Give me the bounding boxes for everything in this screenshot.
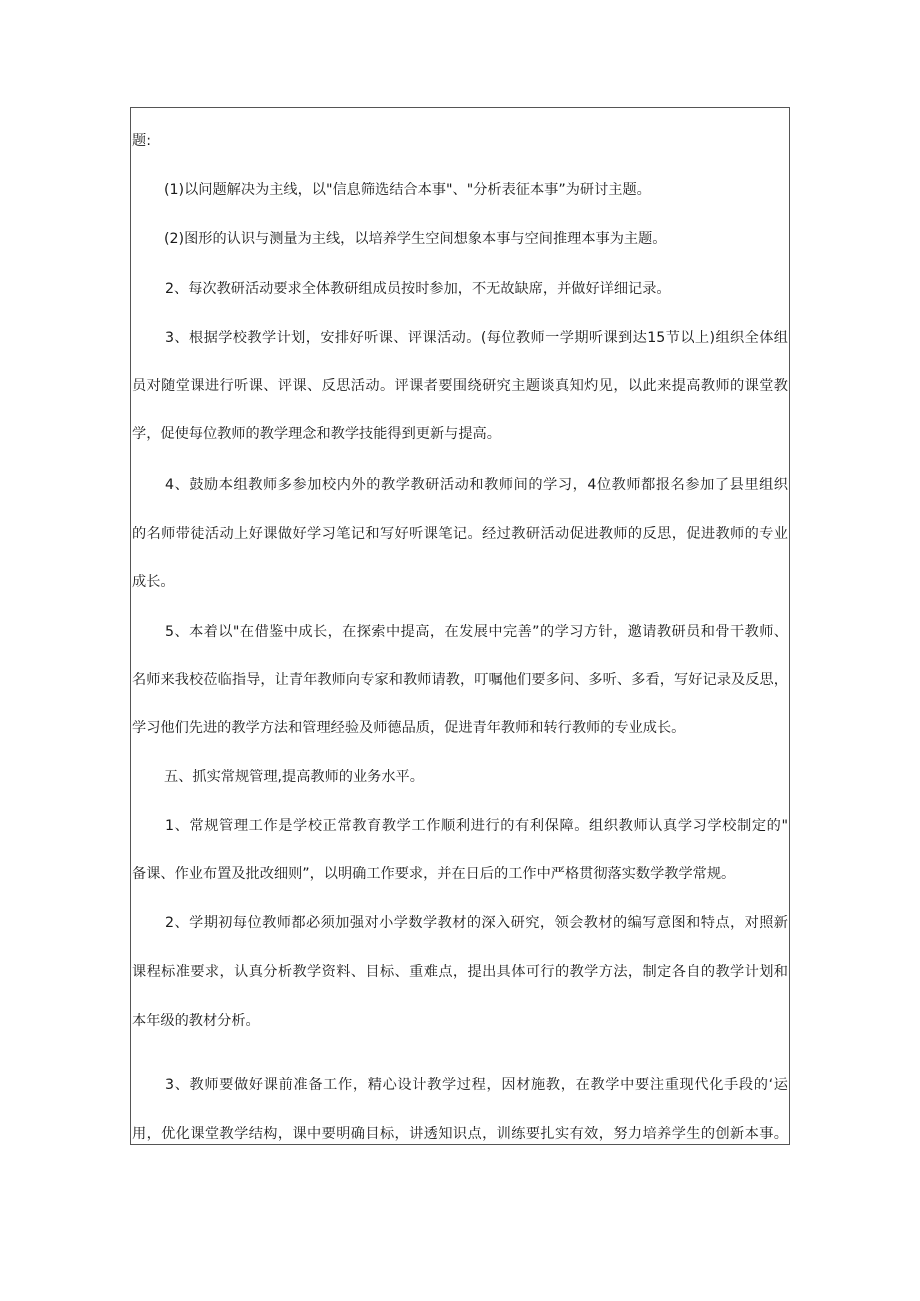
text-line-1: 题: xyxy=(132,133,151,149)
text-line-11: 5、本着以"在借鉴中成长，在探索中提高，在发展中完善”的学习方针，邀请教研员和骨干教师、 xyxy=(165,624,788,640)
text-line-16: 备课、作业布置及批改细则”，以明确工作要求，并在日后的工作中严格贯彻落实数学教学常规。 xyxy=(132,866,736,882)
text-line-8: 4、鼓励本组教师多参加校内外的教学教研活动和教师间的学习，4位教师都报名参加了县里组织 xyxy=(165,477,788,493)
text-line-13: 学习他们先进的教学方法和管理经验及师德品质，促进青年教师和转行教师的专业成长。 xyxy=(132,720,686,736)
text-line-2: (1)以问题解决为主线，以"信息筛选结合本事"、"分析表征本事”为研讨主题。 xyxy=(164,182,651,198)
text-line-21: 用，优化课堂教学结构，课中要明确目标，讲透知识点，训练要扎实有效，努力培养学生的创新本事。 xyxy=(132,1126,788,1142)
text-line-20: 3、教师要做好课前准备工作，精心设计教学过程，因材施教，在教学中要注重现代化手段的‘运 xyxy=(165,1077,788,1093)
text-line-3: (2)图形的认识与测量为主线，以培养学生空间想象本事与空间推理本事为主题。 xyxy=(164,231,667,247)
text-line-19: 本年级的教材分析。 xyxy=(132,1013,260,1029)
text-line-14: 五、抓实常规管理,提高教师的业务水平。 xyxy=(164,769,424,785)
text-line-9: 的名师带徒活动上好课做好学习笔记和写好听课笔记。经过教研活动促进教师的反思，促进教师的专业 xyxy=(132,526,788,542)
text-line-4: 2、每次教研活动要求全体教研组成员按时参加，不无故缺席，并做好详细记录。 xyxy=(165,281,671,297)
text-line-5: 3、根据学校教学计划，安排好听课、评课活动。(每位教师一学期听课到达15节以上)组织全体组 xyxy=(165,330,788,346)
text-line-10: 成长。 xyxy=(132,574,175,590)
text-line-12: 名师来我校莅临指导，让青年教师向专家和教师请教，叮嘱他们要多问、多听、多看，写好记录及反思， xyxy=(132,672,788,688)
text-line-18: 课程标准要求，认真分析教学资料、目标、重难点，提出具体可行的教学方法，制定各自的教学计划和 xyxy=(132,964,788,980)
text-line-7: 学，促使每位教师的教学理念和教学技能得到更新与提高。 xyxy=(132,426,501,442)
text-line-6: 员对随堂课进行听课、评课、反思活动。评课者要围绕研究主题谈真知灼见，以此来提高教师的课堂教 xyxy=(132,378,788,394)
text-line-15: 1、常规管理工作是学校正常教育教学工作顺利进行的有利保障。组织教师认真学习学校制定的" xyxy=(165,818,788,834)
text-line-17: 2、学期初每位教师都必须加强对小学数学教材的深入研究，领会教材的编写意图和特点，对照新 xyxy=(165,915,788,931)
